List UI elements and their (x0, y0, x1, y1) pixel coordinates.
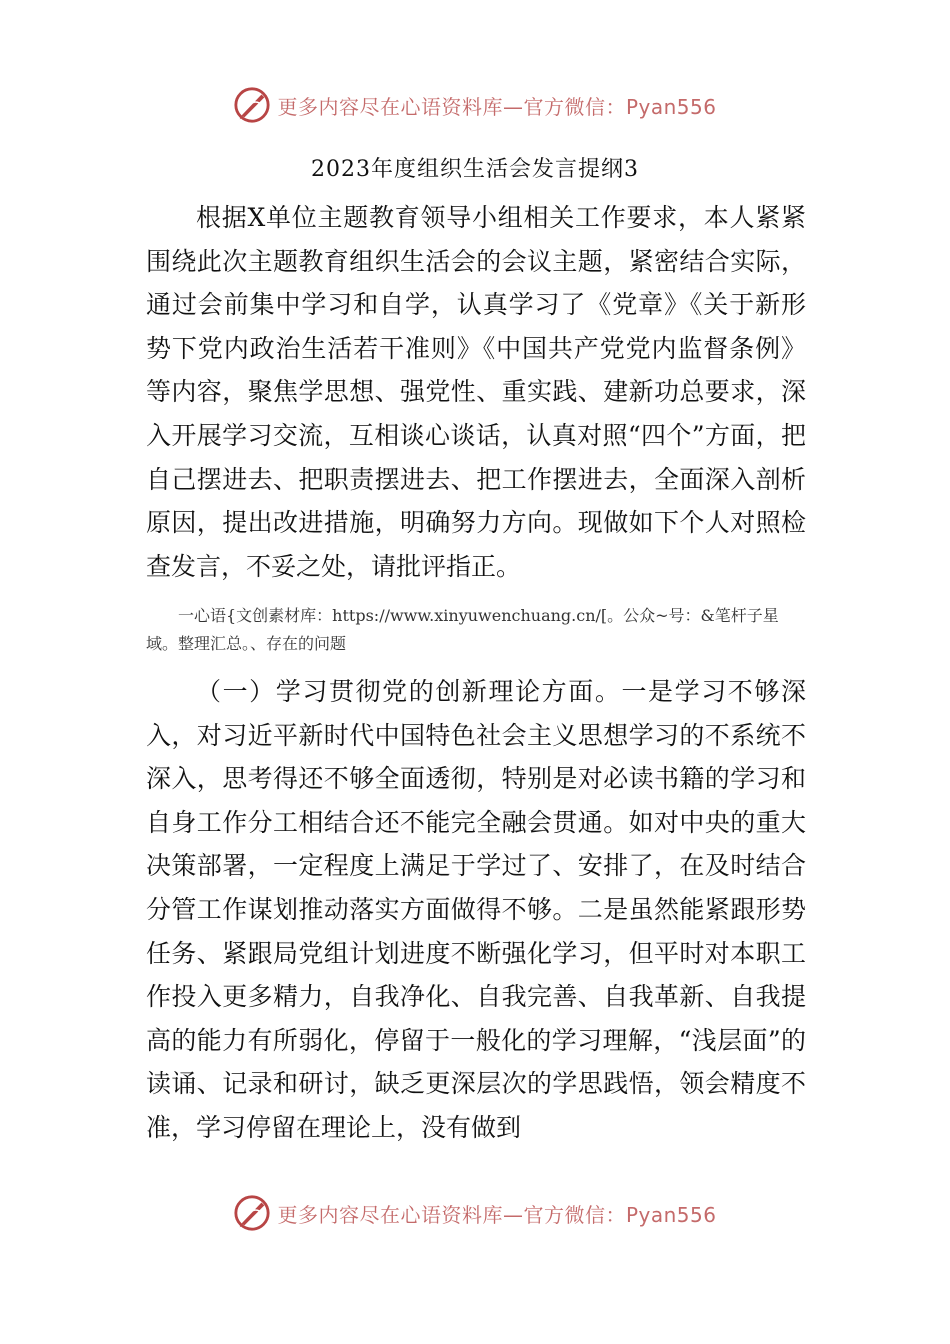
pen-logo-icon (233, 86, 271, 124)
document-title: 2023年度组织生活会发言提纲3 (311, 157, 639, 182)
footer-banner (0, 1190, 950, 1236)
source-note: 一心语{文创素材库：https://www.xinyuwenchuang.cn/[。公众~号：&笔杆子星域。整理汇总。、存在的问题 (146, 606, 779, 653)
section-1-paragraph: （一）学习贯彻党的创新理论方面。一是学习不够深入，对习近平新时代中国特色社会主义思想学习的不系统不深入，思考得还不够全面透彻，特别是对必读书籍的学习和自身工作分工相结合还不能完全融会贯通。如对中央的重大决策部署，一定程度上满足于学过了、安排了，在及时结合分管工作谋划推动落实方面做得不够。二是虽然能紧跟形势任务、紧跟局党组计划进度不断强化学习，但平时对本职工作投入更多精力，自我净化、自我完善、自我革新、自我提高的能力有所弱化，停留于一般化的学习理解，“浅层面”的读诵、记录和研讨，缺乏更深层次的学思践悟，领会精度不准，学习停留在理论上，没有做到 (146, 677, 806, 1142)
header-banner (0, 82, 950, 128)
pen-logo-icon (233, 1194, 271, 1232)
intro-paragraph: 根据X单位主题教育领导小组相关工作要求，本人紧紧围绕此次主题教育组织生活会的会议主题，紧密结合实际，通过会前集中学习和自学，认真学习了《党章》《关于新形势下党内政治生活若干准则》《中国共产党党内监督条例》等内容，聚焦学思想、强党性、重实践、建新功总要求，深入开展学习交流，互相谈心谈话，认真对照“四个”方面，把自己摆进去、把职责摆进去、把工作摆进去，全面深入剖析原因，提出改进措施，明确努力方向。现做如下个人对照检查发言，不妥之处，请批评指正。 (146, 203, 806, 581)
banner-text: 更多内容尽在心语资料库—官方微信：Pyan556 (277, 1202, 717, 1227)
banner-text: 更多内容尽在心语资料库—官方微信：Pyan556 (277, 94, 717, 119)
